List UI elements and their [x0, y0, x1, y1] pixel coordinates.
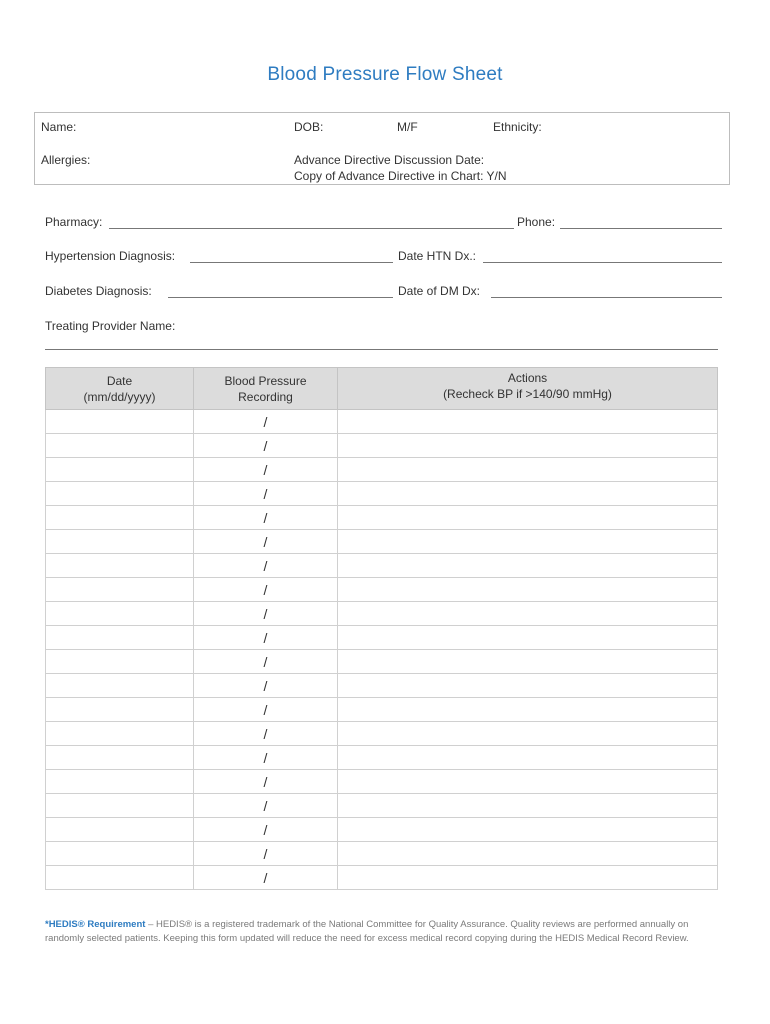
bp-cell[interactable]: /: [194, 674, 338, 698]
bp-cell[interactable]: /: [194, 626, 338, 650]
date-cell[interactable]: [46, 554, 194, 578]
bp-column-header: [194, 368, 338, 410]
date-cell[interactable]: [46, 482, 194, 506]
bp-cell[interactable]: /: [194, 746, 338, 770]
table-row: [46, 482, 718, 506]
hedis-footnote: [45, 918, 725, 945]
actions-header-line2: (Recheck BP if >140/90 mmHg): [443, 387, 612, 401]
bp-cell[interactable]: /: [194, 842, 338, 866]
actions-cell[interactable]: [338, 698, 718, 722]
actions-cell[interactable]: [338, 578, 718, 602]
table-body: [46, 410, 718, 890]
table-row: [46, 554, 718, 578]
copy-directive-label: Copy of Advance Directive in Chart: Y/N: [294, 169, 507, 183]
table-row: [46, 722, 718, 746]
dm-diagnosis-blank[interactable]: [168, 297, 393, 298]
hedis-requirement: *HEDIS® Requirement: [45, 919, 146, 930]
table-row: [46, 578, 718, 602]
table-row: [46, 674, 718, 698]
table-row: [46, 866, 718, 890]
date-cell[interactable]: [46, 578, 194, 602]
allergies-label: Allergies:: [41, 153, 91, 167]
bp-cell[interactable]: /: [194, 698, 338, 722]
date-cell[interactable]: [46, 698, 194, 722]
actions-header-line1: Actions: [507, 371, 548, 385]
pharmacy-blank[interactable]: [109, 228, 514, 229]
table-row: [46, 410, 718, 434]
date-cell[interactable]: [46, 602, 194, 626]
actions-cell[interactable]: [338, 482, 718, 506]
bp-flow-table: [45, 367, 718, 890]
table-row: [46, 506, 718, 530]
date-cell[interactable]: [46, 506, 194, 530]
provider-label: Treating Provider Name:: [45, 319, 176, 333]
provider-row: [45, 319, 722, 337]
htn-row: [45, 249, 722, 267]
date-cell[interactable]: [46, 722, 194, 746]
dm-date-blank[interactable]: [491, 297, 722, 298]
date-cell[interactable]: [46, 458, 194, 482]
bp-cell[interactable]: /: [194, 434, 338, 458]
bp-cell[interactable]: /: [194, 722, 338, 746]
date-cell[interactable]: [46, 746, 194, 770]
phone-label: Phone:: [517, 215, 556, 229]
date-cell[interactable]: [46, 842, 194, 866]
actions-cell[interactable]: [338, 626, 718, 650]
date-cell[interactable]: [46, 626, 194, 650]
actions-cell[interactable]: [338, 746, 718, 770]
bp-header-line2: Recording: [238, 389, 293, 404]
actions-column-header: [338, 368, 718, 410]
table-row: [46, 650, 718, 674]
actions-cell[interactable]: [338, 434, 718, 458]
dob-label: DOB:: [294, 120, 324, 134]
actions-cell[interactable]: [338, 650, 718, 674]
bp-header-line1: Blood Pressure: [224, 373, 307, 388]
advance-directive-label: Advance Directive Discussion Date:: [294, 153, 485, 167]
actions-cell[interactable]: [338, 458, 718, 482]
actions-cell[interactable]: [338, 818, 718, 842]
sex-label: M/F: [397, 120, 418, 134]
bp-cell[interactable]: /: [194, 866, 338, 890]
date-cell[interactable]: [46, 818, 194, 842]
htn-diagnosis-label: Hypertension Diagnosis:: [45, 249, 176, 263]
table-row: [46, 818, 718, 842]
actions-cell[interactable]: [338, 602, 718, 626]
actions-cell[interactable]: [338, 842, 718, 866]
provider-blank[interactable]: [45, 349, 718, 350]
date-cell[interactable]: [46, 866, 194, 890]
bp-cell[interactable]: /: [194, 650, 338, 674]
bp-cell[interactable]: /: [194, 794, 338, 818]
table-row: [46, 842, 718, 866]
actions-cell[interactable]: [338, 794, 718, 818]
table-row: [46, 770, 718, 794]
table-header-row: [46, 368, 718, 410]
bp-cell[interactable]: /: [194, 602, 338, 626]
actions-cell[interactable]: [338, 530, 718, 554]
date-header-line2: (mm/dd/yyyy): [83, 389, 156, 404]
table-row: [46, 626, 718, 650]
page-title: Blood Pressure Flow Sheet: [267, 64, 503, 85]
dm-row: [45, 284, 722, 302]
bp-cell[interactable]: /: [194, 554, 338, 578]
bp-cell[interactable]: /: [194, 458, 338, 482]
date-header-line1: Date: [106, 373, 133, 388]
date-cell[interactable]: [46, 410, 194, 434]
actions-cell[interactable]: [338, 554, 718, 578]
actions-cell[interactable]: [338, 722, 718, 746]
pharmacy-row: [45, 215, 722, 233]
date-cell[interactable]: [46, 770, 194, 794]
table-row: [46, 530, 718, 554]
phone-blank[interactable]: [560, 228, 722, 229]
date-cell[interactable]: [46, 674, 194, 698]
dm-diagnosis-label: Diabetes Diagnosis:: [45, 284, 152, 298]
table-row: [46, 602, 718, 626]
bp-cell[interactable]: /: [194, 410, 338, 434]
bp-cell[interactable]: /: [194, 818, 338, 842]
actions-cell[interactable]: [338, 506, 718, 530]
bp-cell[interactable]: /: [194, 770, 338, 794]
actions-cell[interactable]: [338, 866, 718, 890]
bp-cell[interactable]: /: [194, 578, 338, 602]
date-cell[interactable]: [46, 794, 194, 818]
htn-date-label: Date HTN Dx.:: [398, 249, 477, 263]
actions-cell[interactable]: [338, 770, 718, 794]
patient-info-box: [34, 112, 730, 185]
pharmacy-label: Pharmacy:: [45, 215, 103, 229]
date-cell[interactable]: [46, 530, 194, 554]
date-column-header: [46, 368, 194, 410]
bp-cell[interactable]: /: [194, 530, 338, 554]
table-row: [46, 434, 718, 458]
table-row: [46, 698, 718, 722]
actions-cell[interactable]: [338, 410, 718, 434]
date-cell[interactable]: [46, 650, 194, 674]
htn-date-blank[interactable]: [483, 262, 722, 263]
bp-cell[interactable]: /: [194, 506, 338, 530]
bp-cell[interactable]: /: [194, 482, 338, 506]
table-row: [46, 746, 718, 770]
htn-diagnosis-blank[interactable]: [190, 262, 393, 263]
date-cell[interactable]: [46, 434, 194, 458]
table-row: [46, 794, 718, 818]
name-label: Name:: [41, 120, 77, 134]
hedis-text: – HEDIS® is a registered trademark of the National Committee for Quality Assurance. Quality reviews are performed annually on randomly selected patients. Keeping this form updated will reduce the need for excess medical record copying during the HEDIS Medical Record Review.: [45, 919, 689, 944]
actions-cell[interactable]: [338, 674, 718, 698]
ethnicity-label: Ethnicity:: [493, 120, 542, 134]
dm-date-label: Date of DM Dx:: [398, 284, 481, 298]
table-row: [46, 458, 718, 482]
